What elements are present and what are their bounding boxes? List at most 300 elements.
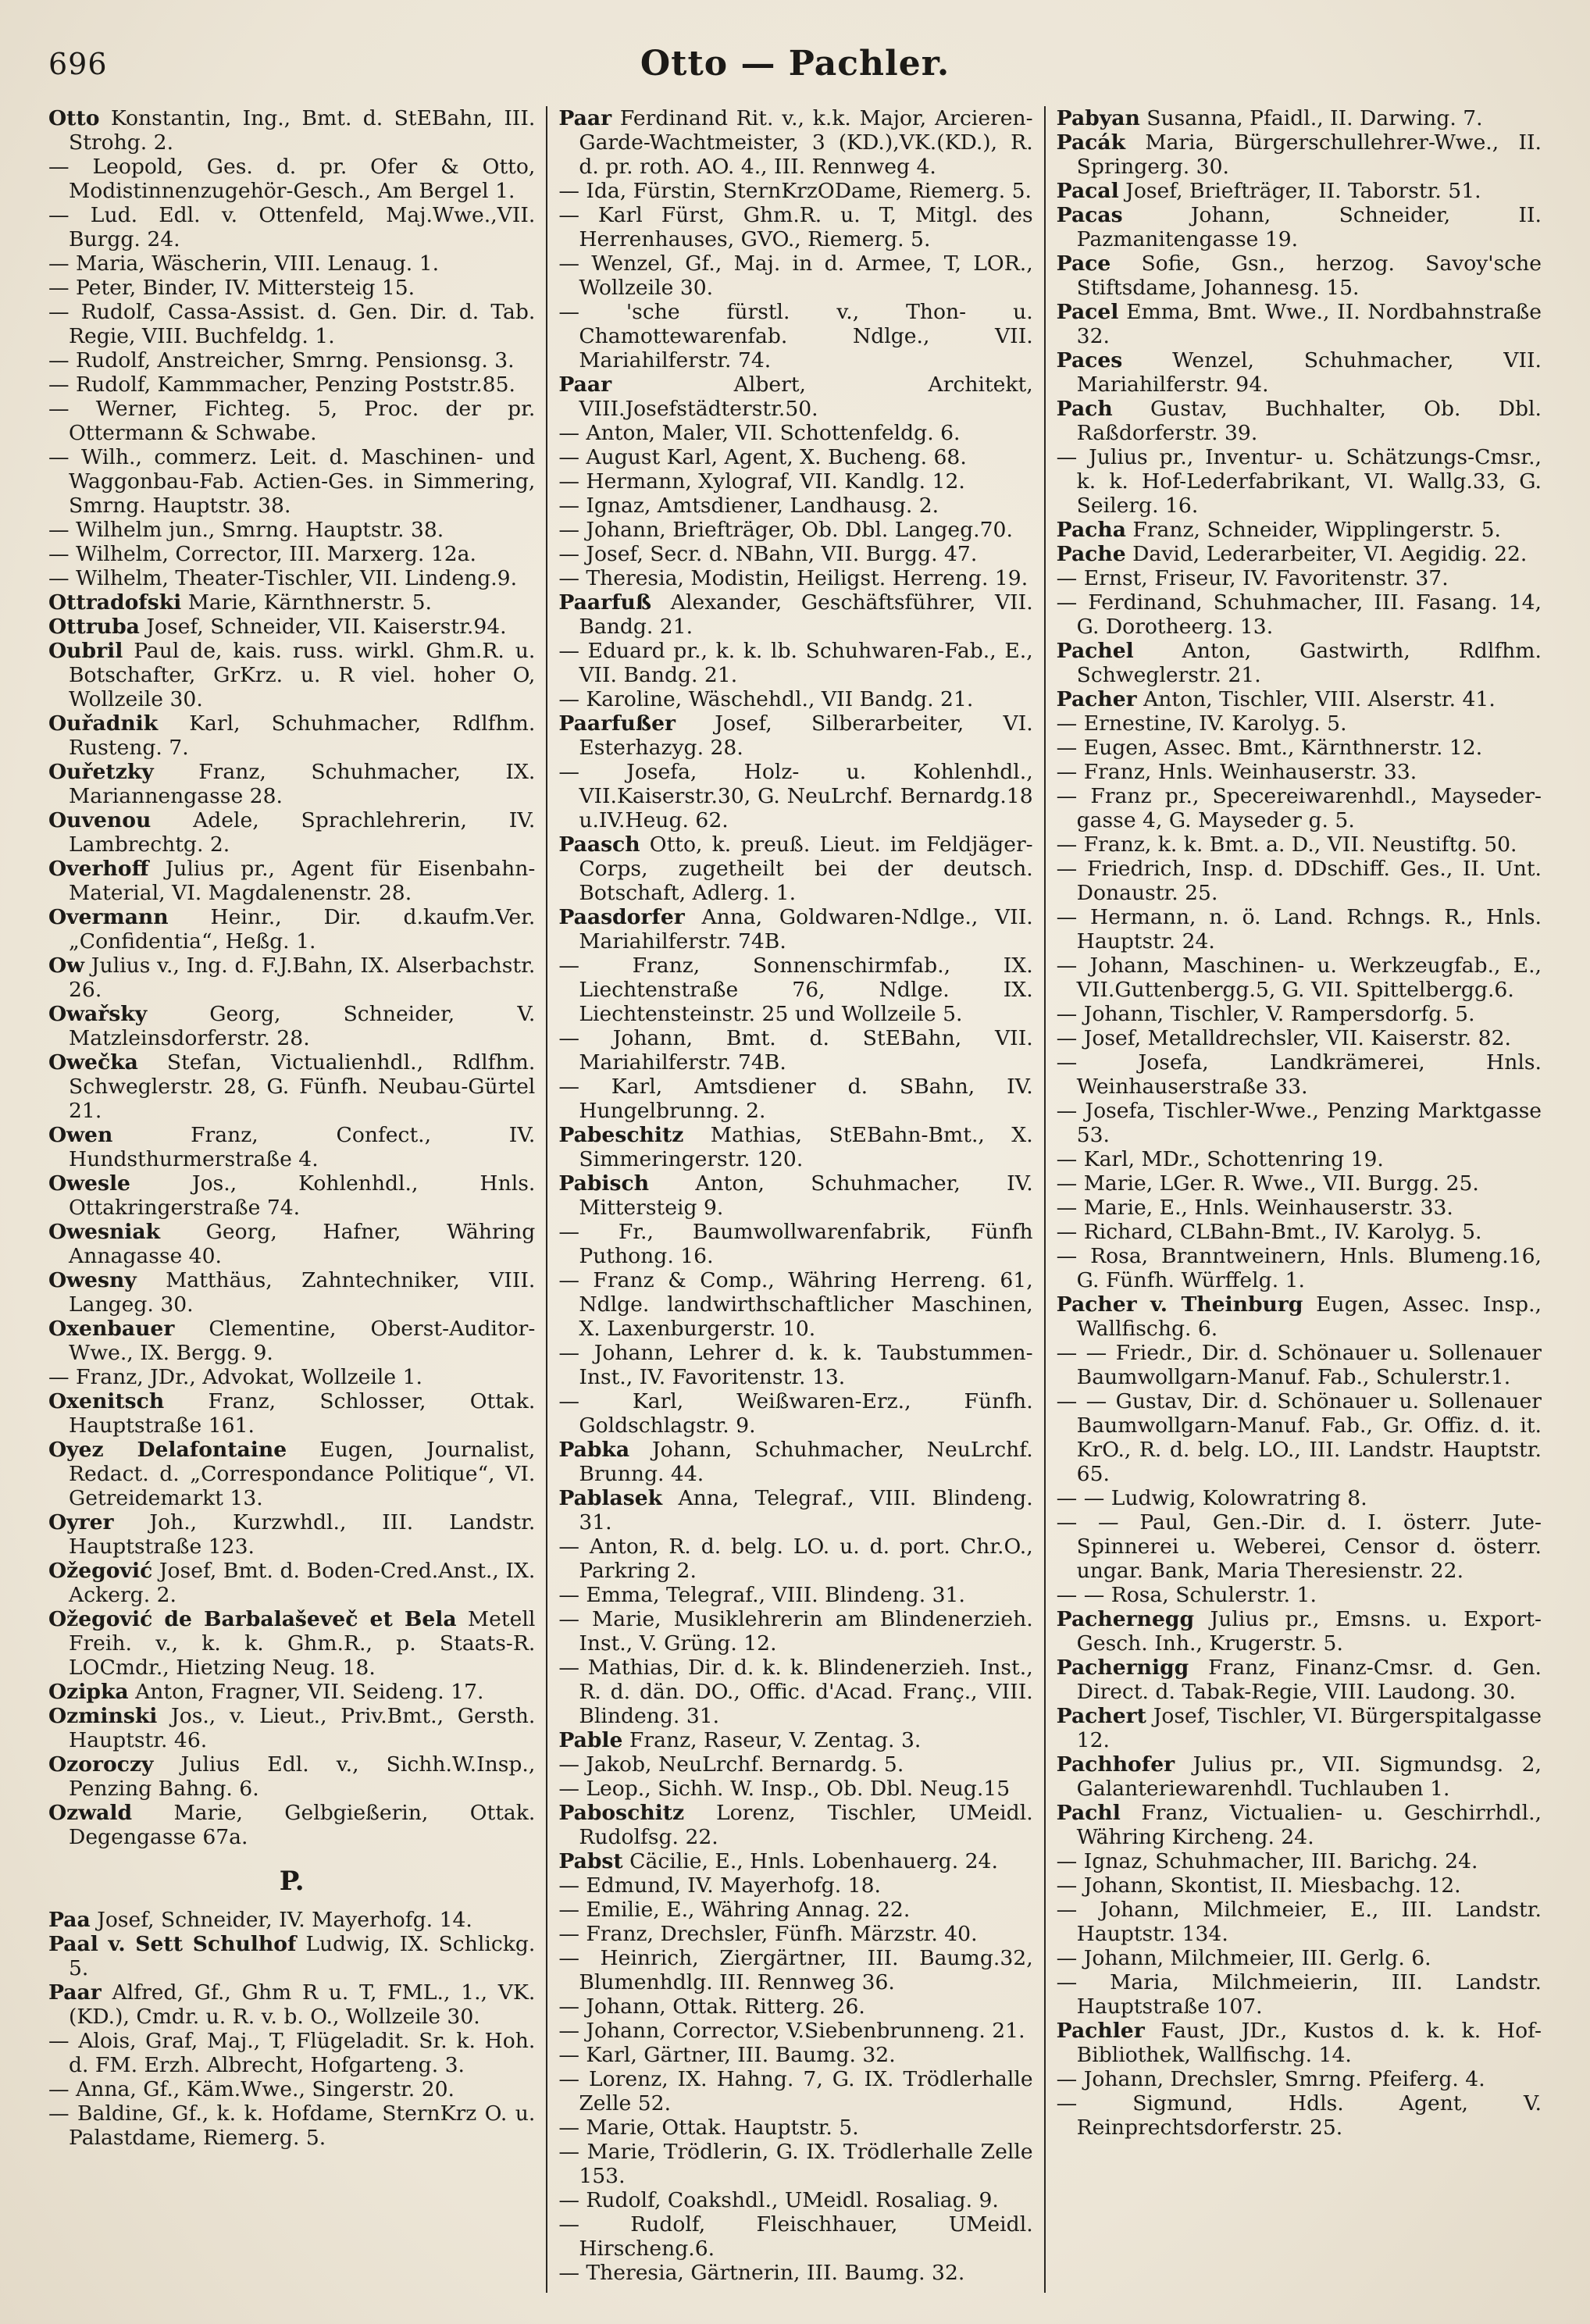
directory-entry: [558, 1801, 1032, 1849]
entry-details: — — Ludwig, Kolowratring 8.: [1056, 1486, 1367, 1510]
entry-surname: Owařsky: [48, 1002, 148, 1026]
directory-entry: [1057, 1486, 1542, 1510]
directory-entry: [48, 397, 535, 445]
entry-details: — Leopold, Ges. d. pr. Ofer & Otto, Modistinnenzugehör-Gesch., Am Bergel 1.: [48, 155, 536, 203]
entry-details: Julius pr., Agent für Eisenbahn-Material, VI. Magdalenenstr. 28.: [69, 857, 536, 905]
entry-details: Otto, k. preuß. Lieut. im Feldjäger-Corps, zugetheilt bei der deutsch. Botschaft, Adlerg. 1.: [579, 832, 1033, 905]
entry-details: — Ignaz, Schuhmacher, III. Barichg. 24.: [1056, 1849, 1478, 1873]
running-head: Otto — Pachler.: [640, 44, 950, 84]
entry-details: — Franz, k. k. Bmt. a. D., VII. Neustiftg. 50.: [1056, 832, 1517, 857]
entry-details: — Werner, Fichteg. 5, Proc. der pr. Ottermann & Schwabe.: [48, 397, 536, 445]
directory-entry: [48, 953, 535, 1002]
entry-details: — Johann, Skontist, II. Miesbachg. 12.: [1056, 1873, 1461, 1898]
entry-details: Lorenz, Tischler, UMeidl. Rudolfsg. 22.: [579, 1801, 1033, 1849]
directory-entry: [48, 106, 535, 155]
entry-details: — August Karl, Agent, X. Bucheng. 68.: [558, 445, 967, 469]
entry-details: Ferdinand Rit. v., k.k. Major, Arcieren-Garde-Wachtmeister, 3 (KD.),VK.(KD.), R. d. pr. roth. AO. 4., III. Rennweg 4.: [579, 106, 1033, 179]
directory-entry: [558, 1583, 1032, 1607]
entry-details: — Rosa, Branntweinern, Hnls. Blumeng.16, G. Fünfh. Würffelg. 1.: [1056, 1244, 1542, 1292]
entry-details: — Baldine, Gf., k. k. Hofdame, SternKrz O. u. Palastdame, Riemerg. 5.: [48, 2101, 536, 2150]
entry-surname: Pabisch: [558, 1171, 650, 1196]
entry-surname: Pacel: [1056, 300, 1119, 324]
directory-entry: [558, 1534, 1032, 1583]
entry-details: — Rudolf, Cassa-Assist. d. Gen. Dir. d. Tab. Regie, VIII. Buchfeldg. 1.: [48, 300, 536, 348]
directory-entry: [48, 1389, 535, 1438]
directory-entry: [558, 1898, 1032, 1922]
directory-entry: [48, 1123, 535, 1171]
directory-entry: [1057, 711, 1542, 736]
entry-details: — Rudolf, Fleischhauer, UMeidl. Hirscheng.6.: [558, 2212, 1033, 2261]
entry-details: — Emilie, E., Währing Annag. 22.: [558, 1898, 911, 1922]
entry-details: Josef, Silberarbeiter, VI. Esterhazyg. 28.: [579, 711, 1033, 760]
entry-surname: Ozipka: [48, 1680, 129, 1704]
directory-entry: [48, 1980, 535, 2029]
directory-entry: [1057, 1752, 1542, 1801]
entry-details: — Theresia, Modistin, Heiligst. Herreng. 19.: [558, 566, 1029, 590]
entry-details: Stefan, Victualienhdl., Rdlfhm. Schweglerstr. 28, G. Fünfh. Neubau-Gürtel 21.: [69, 1050, 536, 1123]
directory-entry: [558, 687, 1032, 711]
directory-entry: [1057, 542, 1542, 566]
directory-entry: [1057, 445, 1542, 518]
entry-details: — Karl Fürst, Ghm.R. u. T, Mitgl. des Herrenhauses, GVO., Riemerg. 5.: [558, 203, 1033, 251]
directory-entry: [558, 1438, 1032, 1486]
directory-entry: [558, 2043, 1032, 2067]
entry-surname: Pable: [558, 1728, 623, 1752]
entry-details: Franz, Confect., IV. Hundsthurmerstraße 4.: [69, 1123, 536, 1171]
entry-details: Susanna, Pfaidl., II. Darwing. 7.: [1139, 106, 1483, 130]
entry-details: Anton, Gastwirth, Rdlfhm. Schweglerstr. 21.: [1076, 639, 1542, 687]
directory-entry: [48, 445, 535, 518]
directory-entry: [1057, 2019, 1542, 2067]
entry-details: — Anton, R. d. belg. LO. u. d. port. Chr.O., Parkring 2.: [558, 1534, 1033, 1583]
entry-surname: Oyez Delafontaine: [48, 1438, 287, 1462]
entry-details: — Ignaz, Amtsdiener, Landhausg. 2.: [558, 494, 939, 518]
entry-details: — Marie, E., Hnls. Weinhauserstr. 33.: [1056, 1196, 1453, 1220]
entry-surname: Owesniak: [48, 1220, 161, 1244]
directory-entry: [48, 1801, 535, 1849]
directory-entry: [48, 1704, 535, 1752]
entry-details: — Johann, Bmt. d. StEBahn, VII. Mariahilferstr. 74B.: [558, 1026, 1033, 1075]
section-heading: P.: [279, 1866, 305, 1897]
directory-entry: [1057, 106, 1542, 130]
entry-details: — Eugen, Assec. Bmt., Kärnthnerstr. 12.: [1056, 736, 1483, 760]
entry-surname: Paal v. Sett Schulhof: [48, 1932, 297, 1956]
directory-entry: [1057, 760, 1542, 784]
directory-entry: [1057, 857, 1542, 905]
directory-entry: [48, 905, 535, 953]
directory-entry: [48, 639, 535, 711]
entry-details: Alexander, Geschäftsführer, VII. Bandg. 21.: [579, 590, 1033, 639]
directory-entry: [558, 2067, 1032, 2115]
entry-surname: Paarfußer: [558, 711, 676, 736]
directory-entry: [1057, 1873, 1542, 1898]
directory-entry: [558, 760, 1032, 832]
entry-surname: Ouřadnik: [48, 711, 159, 736]
entry-surname: Pacas: [1056, 203, 1123, 227]
directory-entry: [1057, 905, 1542, 953]
directory-entry: [1057, 251, 1542, 300]
entry-surname: Ožegović de Barbalaševeč et Bela: [48, 1607, 457, 1631]
entry-surname: Paar: [558, 372, 612, 397]
entry-details: — Ernestine, IV. Karolyg. 5.: [1056, 711, 1347, 736]
entry-surname: Pachel: [1056, 639, 1134, 663]
directory-entry: [48, 857, 535, 905]
entry-details: — Wilhelm jun., Smrng. Hauptstr. 38.: [48, 518, 444, 542]
entry-details: Josef, Schneider, VII. Kaiserstr.94.: [139, 615, 507, 639]
directory-entry: [558, 494, 1032, 518]
directory-entry: [558, 1994, 1032, 2019]
entry-surname: Paa: [48, 1908, 91, 1932]
entry-surname: Paces: [1056, 348, 1123, 372]
entry-details: — Rudolf, Coakshdl., UMeidl. Rosaliag. 9.: [558, 2188, 999, 2212]
entry-surname: Ottradofski: [48, 590, 182, 615]
entry-details: — Johann, Maschinen- u. Werkzeugfab., E., VII.Guttenbergg.5, G. VII. Spittelbergg.6.: [1056, 953, 1542, 1002]
directory-entry: [1057, 1510, 1542, 1583]
entry-details: Albert, Architekt, VIII.Josefstädterstr.50.: [579, 372, 1033, 421]
directory-entry: [558, 445, 1032, 469]
directory-entry: [558, 1486, 1032, 1534]
directory-entry: [558, 1341, 1032, 1389]
entry-details: Sofie, Gsn., herzog. Savoy'sche Stiftsdame, Johannesg. 15.: [1076, 251, 1542, 300]
directory-entry: [558, 203, 1032, 251]
directory-entry: [1057, 1656, 1542, 1704]
directory-entry: [1057, 1171, 1542, 1196]
entry-details: — — Paul, Gen.-Dir. d. I. österr. Jute-Spinnerei u. Weberei, Censor d. österr. ungar. Bank, Maria Theresienstr. 22.: [1056, 1510, 1542, 1583]
entry-details: Jos., v. Lieut., Priv.Bmt., Gersth. Hauptstr. 46.: [69, 1704, 536, 1752]
directory-entry: [48, 251, 535, 276]
entry-details: — Sigmund, Hdls. Agent, V. Reinprechtsdorferstr. 25.: [1056, 2091, 1542, 2140]
directory-entry: [1057, 1583, 1542, 1607]
entry-details: — Josef, Metalldrechsler, VII. Kaiserstr. 82.: [1056, 1026, 1511, 1050]
entry-details: Konstantin, Ing., Bmt. d. StEBahn, III. Strohg. 2.: [69, 106, 536, 155]
entry-details: — Johann, Tischler, V. Rampersdorfg. 5.: [1056, 1002, 1475, 1026]
entry-details: — Franz & Comp., Währing Herreng. 61, Ndlge. landwirthschaftlicher Maschinen, X. Laxenburgerstr. 10.: [558, 1268, 1033, 1341]
directory-entry: [48, 1002, 535, 1050]
entry-details: Johann, Schuhmacher, NeuLrchf. Brunng. 44.: [579, 1438, 1033, 1486]
directory-entry: [48, 372, 535, 397]
entry-details: — Ernst, Friseur, IV. Favoritenstr. 37.: [1056, 566, 1449, 590]
entry-details: — Franz, Hnls. Weinhauserstr. 33.: [1056, 760, 1417, 784]
directory-entry: [558, 832, 1032, 905]
directory-entry: [1057, 1292, 1542, 1341]
directory-entry: [1057, 203, 1542, 251]
entry-details: Paul de, kais. russ. wirkl. Ghm.R. u. Botschafter, GrKrz. u. R viel. hoher O, Wollzeile 30.: [69, 639, 536, 711]
directory-entry: [48, 590, 535, 615]
entry-details: — Mathias, Dir. d. k. k. Blindenerzieh. Inst., R. d. dän. DO., Offic. d'Acad. Franç., VIII. Blindeng. 31.: [558, 1656, 1033, 1728]
entry-details: Julius v., Ing. d. F.J.Bahn, IX. Alserbachstr. 26.: [69, 953, 536, 1002]
directory-entry: [48, 1680, 535, 1704]
directory-entry: [1057, 590, 1542, 639]
directory-entry: [1057, 1147, 1542, 1171]
entry-surname: Oxenbauer: [48, 1317, 175, 1341]
entry-surname: Pabst: [558, 1849, 623, 1873]
entry-details: — Franz pr., Specereiwarenhdl., Mayseder-gasse 4, G. Mayseder g. 5.: [1056, 784, 1542, 832]
entry-surname: Ožegović: [48, 1559, 153, 1583]
directory-entry: [558, 1922, 1032, 1946]
entry-details: Julius pr., VII. Sigmundsg. 2, Galanteriewarenhdl. Tuchlauben 1.: [1076, 1752, 1542, 1801]
entry-details: — Wenzel, Gf., Maj. in d. Armee, T, LOR., Wollzeile 30.: [558, 251, 1033, 300]
directory-entry: [558, 1752, 1032, 1777]
directory-entry: [48, 760, 535, 808]
entry-details: Faust, JDr., Kustos d. k. k. Hof-Bibliothek, Wallfischg. 14.: [1076, 2019, 1542, 2067]
directory-entry: [558, 2140, 1032, 2188]
entry-details: — Ida, Fürstin, SternKrzODame, Riemerg. 5.: [558, 179, 1032, 203]
entry-details: Maria, Bürgerschullehrer-Wwe., II. Springerg. 30.: [1076, 130, 1542, 179]
entry-surname: Owesny: [48, 1268, 137, 1292]
entry-details: — Marie, Musiklehrerin am Blindenerzieh. Inst., V. Grüng. 12.: [558, 1607, 1033, 1656]
entry-surname: Pablasek: [558, 1486, 663, 1510]
directory-entry: [558, 1728, 1032, 1752]
entry-surname: Ozwald: [48, 1801, 133, 1825]
entry-surname: Oyrer: [48, 1510, 114, 1534]
directory-entry: [1057, 130, 1542, 179]
directory-entry: [558, 1026, 1032, 1075]
entry-details: — Johann, Drechsler, Smrng. Pfeiferg. 4.: [1056, 2067, 1485, 2091]
entry-details: Alfred, Gf., Ghm R u. T, FML., 1., VK.(KD.), Cmdr. u. R. v. b. O., Wollzeile 30.: [69, 1980, 536, 2029]
entry-details: Franz, Schlosser, Ottak. Hauptstraße 161.: [69, 1389, 536, 1438]
directory-entry: [48, 1050, 535, 1123]
directory-entry: [558, 1268, 1032, 1341]
entry-surname: Ozoroczy: [48, 1752, 154, 1777]
directory-entry: [1057, 1341, 1542, 1389]
entry-details: — — Friedr., Dir. d. Schönauer u. Sollenauer Baumwollgarn-Manuf. Fab., Schulerstr.1.: [1056, 1341, 1542, 1389]
directory-entry: [1057, 1389, 1542, 1486]
entry-surname: Pacha: [1056, 518, 1126, 542]
directory-entry: [1057, 1244, 1542, 1292]
directory-entry: [48, 808, 535, 857]
entry-details: Georg, Hafner, Währing Annagasse 40.: [69, 1220, 536, 1268]
entry-surname: Otto: [48, 106, 100, 130]
entry-details: Joh., Kurzwhdl., III. Landstr. Hauptstraße 123.: [69, 1510, 536, 1559]
entry-details: Franz, Schuhmacher, IX. Mariannengasse 28.: [69, 760, 536, 808]
entry-details: Ludwig, IX. Schlickg. 5.: [69, 1932, 536, 1980]
entry-details: — Marie, Trödlerin, G. IX. Trödlerhalle Zelle 153.: [558, 2140, 1033, 2188]
entry-details: — Lorenz, IX. Hahng. 7, G. IX. Trödlerhalle Zelle 52.: [558, 2067, 1033, 2115]
directory-entry: [1057, 639, 1542, 687]
entry-details: — Maria, Milchmeierin, III. Landstr. Hauptstraße 107.: [1056, 1970, 1542, 2019]
directory-entry: [558, 1220, 1032, 1268]
directory-entry: [558, 2019, 1032, 2043]
entry-surname: Paasch: [558, 832, 640, 857]
entry-details: — Josefa, Tischler-Wwe., Penzing Marktgasse 53.: [1056, 1099, 1542, 1147]
entry-details: — — Gustav, Dir. d. Schönauer u. Sollenauer Baumwollgarn-Manuf. Fab., Gr. Offiz. d. it. KrO., R. d. belg. LO., III. Landstr. Hauptstr. 65.: [1056, 1389, 1542, 1486]
entry-details: — Wilhelm, Corrector, III. Marxerg. 12a.: [48, 542, 476, 566]
entry-details: Mathias, StEBahn-Bmt., X. Simmeringerstr. 120.: [579, 1123, 1033, 1171]
entry-details: — Johann, Ottak. Ritterg. 26.: [558, 1994, 865, 2019]
directory-entry: [1057, 784, 1542, 832]
directory-entry: [1057, 397, 1542, 445]
entry-surname: Ow: [48, 953, 85, 978]
entry-details: Anna, Telegraf., VIII. Blindeng. 31.: [579, 1486, 1033, 1534]
entry-details: Marie, Kärnthnerstr. 5.: [181, 590, 433, 615]
directory-entry: [1057, 1050, 1542, 1099]
directory-entry: [558, 2115, 1032, 2140]
entry-details: — Rudolf, Kammmacher, Penzing Poststr.85.: [48, 372, 515, 397]
entry-details: Franz, Schneider, Wipplingerstr. 5.: [1125, 518, 1501, 542]
directory-entry: [558, 518, 1032, 542]
entry-details: David, Lederarbeiter, VI. Aegidig. 22.: [1125, 542, 1528, 566]
directory-entry: [48, 1932, 535, 1980]
entry-details: Franz, Raseur, V. Zentag. 3.: [622, 1728, 922, 1752]
entry-details: Adele, Sprachlehrerin, IV. Lambrechtg. 2.: [69, 808, 536, 857]
directory-entry: [1057, 832, 1542, 857]
entry-details: Josef, Schneider, IV. Mayerhofg. 14.: [90, 1908, 472, 1932]
directory-entry: [48, 1559, 535, 1607]
directory-entry: [1057, 1026, 1542, 1050]
directory-entry: [558, 1946, 1032, 1994]
page-header: [48, 41, 1542, 106]
directory-entry: [558, 106, 1032, 179]
directory-entry: [48, 1908, 535, 1932]
entry-details: Julius Edl. v., Sichh.W.Insp., Penzing Bahng. 6.: [69, 1752, 536, 1801]
directory-entry: [48, 1438, 535, 1510]
directory-entry: [48, 711, 535, 760]
directory-entry: [1057, 566, 1542, 590]
directory-entry: [1057, 1946, 1542, 1970]
entry-surname: Paar: [558, 106, 612, 130]
directory-entry: [48, 1752, 535, 1801]
entry-surname: Owečka: [48, 1050, 138, 1075]
entry-details: — — Rosa, Schulerstr. 1.: [1056, 1583, 1317, 1607]
directory-entry: [1057, 736, 1542, 760]
directory-entry: [48, 542, 535, 566]
entry-details: — Wilh., commerz. Leit. d. Maschinen- und Waggonbau-Fab. Actien-Ges. in Simmering, Smrng. Hauptstr. 38.: [48, 445, 536, 518]
entry-details: Josef, Tischler, VI. Bürgerspitalgasse 12.: [1076, 1704, 1542, 1752]
entry-surname: Oubril: [48, 639, 123, 663]
directory-entry: [48, 300, 535, 348]
entry-surname: Pacher v. Theinburg: [1056, 1292, 1303, 1317]
entry-details: Julius pr., Emsns. u. Export-Gesch. Inh., Krugerstr. 5.: [1076, 1607, 1542, 1656]
entry-details: — Hermann, n. ö. Land. Rchngs. R., Hnls. Hauptstr. 24.: [1056, 905, 1542, 953]
directory-entry: [558, 2212, 1032, 2261]
entry-details: — Ferdinand, Schuhmacher, III. Fasang. 14, G. Dorotheerg. 13.: [1056, 590, 1542, 639]
entry-surname: Paasdorfer: [558, 905, 685, 929]
entry-details: — Johann, Corrector, V.Siebenbrunneng. 21.: [558, 2019, 1025, 2043]
entry-details: — Marie, Ottak. Hauptstr. 5.: [558, 2115, 859, 2140]
directory-entry: [48, 518, 535, 542]
entry-details: — Hermann, Xylograf, VII. Kandlg. 12.: [558, 469, 965, 494]
entry-surname: Pacher: [1056, 687, 1137, 711]
entry-details: Johann, Schneider, II. Pazmanitengasse 19.: [1076, 203, 1542, 251]
column-3: [1044, 106, 1542, 2293]
directory-entry: [1057, 518, 1542, 542]
entry-details: — Karl, Weißwaren-Erz., Fünfh. Goldschlagstr. 9.: [558, 1389, 1033, 1438]
entry-details: — Fr., Baumwollwarenfabrik, Fünfh Puthong. 16.: [558, 1220, 1033, 1268]
entry-details: — Johann, Briefträger, Ob. Dbl. Langeg.70.: [558, 518, 1013, 542]
directory-entry: [1057, 1849, 1542, 1873]
entry-details: — Lud. Edl. v. Ottenfeld, Maj.Wwe.,VII. Burgg. 24.: [48, 203, 536, 251]
directory-entry: [558, 469, 1032, 494]
directory-entry: [48, 2101, 535, 2150]
entry-surname: Pachler: [1056, 2019, 1145, 2043]
entry-details: — Maria, Wäscherin, VIII. Lenaug. 1.: [48, 251, 440, 276]
entry-details: Franz, Finanz-Cmsr. d. Gen. Direct. d. Tabak-Regie, VIII. Laudong. 30.: [1076, 1656, 1542, 1704]
directory-entry: [558, 711, 1032, 760]
directory-entry: [48, 1365, 535, 1389]
directory-entry: [558, 590, 1032, 639]
entry-details: — Johann, Milchmeier, III. Gerlg. 6.: [1056, 1946, 1431, 1970]
entry-details: — 'sche fürstl. v., Thon- u. Chamottewarenfab. Ndlge., VII. Mariahilferstr. 74.: [558, 300, 1033, 372]
entry-details: Anna, Goldwaren-Ndlge., VII. Mariahilferstr. 74B.: [579, 905, 1033, 953]
entry-surname: Pabyan: [1056, 106, 1140, 130]
entry-surname: Pacal: [1056, 179, 1119, 203]
directory-entry: [48, 276, 535, 300]
directory-entry: [1057, 348, 1542, 397]
entry-details: Karl, Schuhmacher, Rdlfhm. Rusteng. 7.: [69, 711, 536, 760]
entry-details: — Karl, Amtsdiener d. SBahn, IV. Hungelbrunng. 2.: [558, 1075, 1033, 1123]
entry-surname: Owesle: [48, 1171, 130, 1196]
entry-details: Matthäus, Zahntechniker, VIII. Langeg. 30.: [69, 1268, 536, 1317]
entry-surname: Pabka: [558, 1438, 630, 1462]
entry-details: — Friedrich, Insp. d. DDschiff. Ges., II. Unt. Donaustr. 25.: [1056, 857, 1542, 905]
entry-surname: Paboschitz: [558, 1801, 685, 1825]
entry-surname: Pachernigg: [1056, 1656, 1189, 1680]
entry-surname: Paar: [48, 1980, 102, 2005]
directory-entry: [1057, 1196, 1542, 1220]
directory-entry: [48, 1607, 535, 1680]
entry-details: — Wilhelm, Theater-Tischler, VII. Lindeng.9.: [48, 566, 518, 590]
directory-entry: [48, 1317, 535, 1365]
entry-details: Heinr., Dir. d.kaufm.Ver.„Confidentia“, Heßg. 1.: [69, 905, 536, 953]
directory-entry: [558, 1075, 1032, 1123]
entry-details: — Leop., Sichh. W. Insp., Ob. Dbl. Neug.15: [558, 1777, 1011, 1801]
entry-details: — Karl, MDr., Schottenring 19.: [1056, 1147, 1384, 1171]
directory-entry: [558, 372, 1032, 421]
entry-surname: Pacák: [1056, 130, 1126, 155]
entry-details: — Emma, Telegraf., VIII. Blindeng. 31.: [558, 1583, 965, 1607]
entry-details: — Franz, JDr., Advokat, Wollzeile 1.: [48, 1365, 422, 1389]
directory-entry: [558, 1389, 1032, 1438]
directory-entry: [558, 1873, 1032, 1898]
column-1: [48, 106, 546, 2293]
entry-details: Eugen, Assec. Insp., Wallfischg. 6.: [1076, 1292, 1542, 1341]
entry-details: — Eduard pr., k. k. lb. Schuhwaren-Fab., E., VII. Bandg. 21.: [558, 639, 1033, 687]
entry-details: Jos., Kohlenhdl., Hnls. Ottakringerstraße 74.: [69, 1171, 536, 1220]
entry-surname: Ouřetzky: [48, 760, 154, 784]
directory-entry: [558, 953, 1032, 1026]
directory-entry: [1057, 300, 1542, 348]
entry-surname: Ozminski: [48, 1704, 158, 1728]
entry-details: — Anton, Maler, VII. Schottenfeldg. 6.: [558, 421, 961, 445]
directory-entry: [558, 1171, 1032, 1220]
entry-details: Georg, Schneider, V. Matzleinsdorferstr. 28.: [69, 1002, 536, 1050]
page-number: 696: [48, 47, 108, 81]
directory-entry: [558, 300, 1032, 372]
directory-entry: [1057, 1099, 1542, 1147]
entry-details: — Josefa, Landkrämerei, Hnls. Weinhauserstraße 33.: [1056, 1050, 1542, 1099]
directory-entry: [1057, 179, 1542, 203]
directory-entry: [48, 1171, 535, 1220]
directory-entry: [1057, 1801, 1542, 1849]
directory-entry: [558, 905, 1032, 953]
entry-details: Gustav, Buchhalter, Ob. Dbl. Raßdorferstr. 39.: [1076, 397, 1542, 445]
directory-entry: [48, 1268, 535, 1317]
directory-entry: [1057, 953, 1542, 1002]
directory-entry: [558, 1656, 1032, 1728]
entry-details: — Josefa, Holz- u. Kohlenhdl., VII.Kaiserstr.30, G. NeuLrchf. Bernardg.18 u.IV.Heug. 62.: [558, 760, 1033, 832]
directory-entry: [1057, 2091, 1542, 2140]
entry-details: Cäcilie, E., Hnls. Lobenhauerg. 24.: [622, 1849, 998, 1873]
entry-details: — Karoline, Wäschehdl., VII Bandg. 21.: [558, 687, 974, 711]
directory-entry: [558, 639, 1032, 687]
entry-surname: Pachernegg: [1056, 1607, 1195, 1631]
directory-entry: [1057, 1607, 1542, 1656]
directory-entry: [1057, 1970, 1542, 2019]
entry-surname: Pachl: [1056, 1801, 1121, 1825]
directory-entry: [558, 2188, 1032, 2212]
entry-details: Clementine, Oberst-Auditor-Wwe., IX. Bergg. 9.: [69, 1317, 536, 1365]
entry-details: Franz, Victualien- u. Geschirrhdl., Währing Kircheng. 24.: [1076, 1801, 1542, 1849]
